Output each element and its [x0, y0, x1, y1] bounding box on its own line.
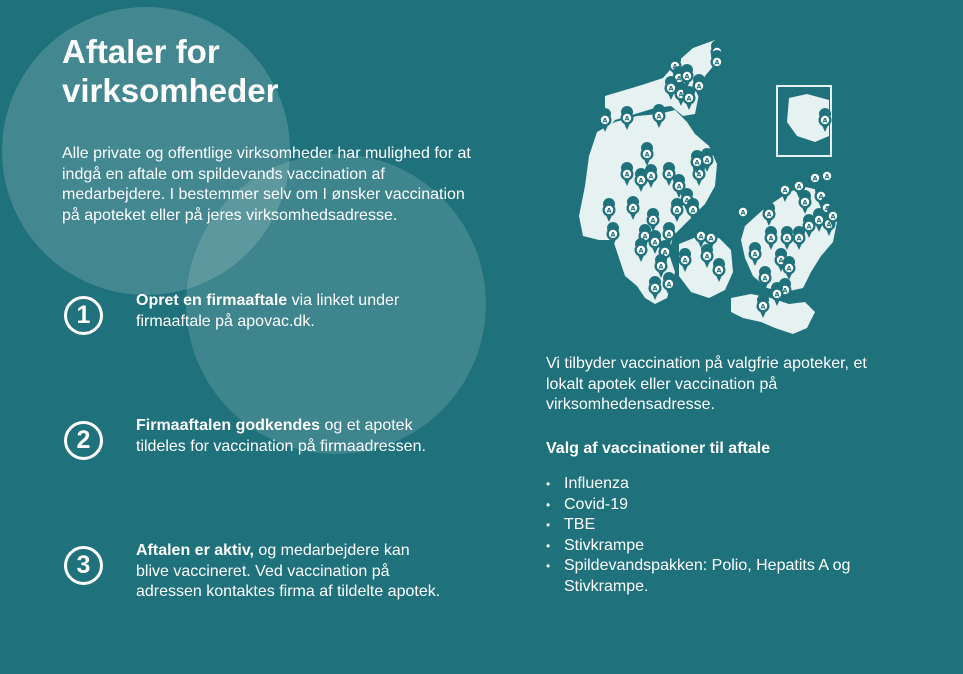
step-number-icon: 1	[64, 296, 103, 335]
denmark-map: A	[575, 36, 845, 336]
step-number-icon: 2	[64, 421, 103, 460]
vaccination-list-title: Valg af vaccinationer til aftale	[546, 440, 771, 457]
step-bold: Firmaaftalen godkendes	[136, 417, 321, 434]
step-body: og medarbejdere kan blive vaccineret. Ved vaccination på adressen kontaktes firma af tildelte apotek.	[136, 542, 441, 600]
page-title: Aftaler for virksomheder	[62, 33, 279, 109]
offer-text: Vi tilbyder vaccination på valgfrie apoteker, et lokalt apotek eller vaccination på virksomhedensadresse.	[546, 355, 867, 413]
list-item: • Covid-19	[546, 495, 886, 516]
list-item: • Spildevandspakken: Polio, Hepatits A og Stivkrampe.	[546, 556, 886, 597]
step-body: via linket under firmaaftale på apovac.dk.	[136, 292, 400, 330]
step-body: og et apotek tildeles for vaccination på firmaadressen.	[136, 417, 426, 455]
list-item: • TBE	[546, 515, 886, 536]
vaccination-list	[546, 474, 886, 597]
intro-text: Alle private og offentlige virksomheder har mulighed for at indgå en aftale om spildevands vaccination af medarbejdere. I bestemmer selv om I ønsker vaccination på apoteket eller på jeres virksomhedsadresse.	[62, 145, 471, 224]
step-number-icon: 3	[64, 546, 103, 585]
step-text	[136, 541, 446, 603]
step-bold: Aftalen er aktiv,	[136, 542, 254, 559]
step-text	[136, 416, 446, 457]
list-item: • Influenza	[546, 474, 886, 495]
list-item: • Stivkrampe	[546, 536, 886, 557]
step-text	[136, 291, 446, 332]
step-bold: Opret en firmaaftale	[136, 292, 288, 309]
